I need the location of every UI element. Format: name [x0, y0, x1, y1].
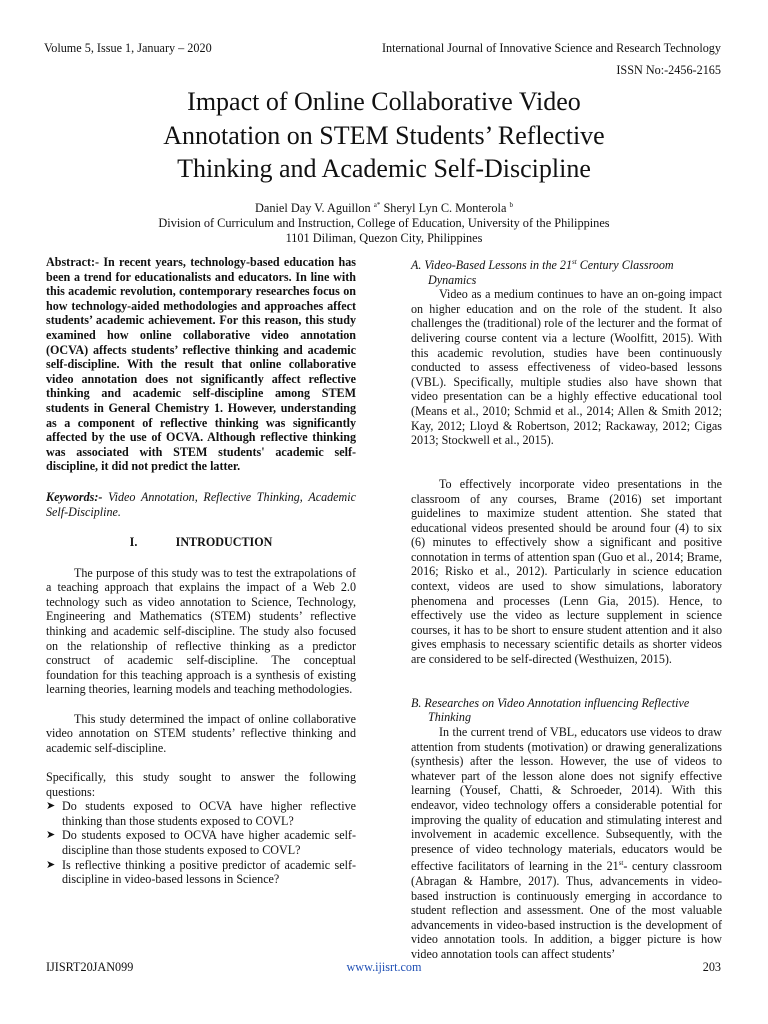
- superscript: st: [618, 859, 624, 868]
- issn-number: ISSN No:-2456-2165: [616, 63, 721, 77]
- list-item: [46, 799, 356, 828]
- author-1-affil: a*: [373, 201, 381, 209]
- intro-paragraph-3: Specifically, this study sought to answer the following questions:: [46, 770, 356, 799]
- title-line-1: Impact of Online Collaborative Video: [187, 87, 581, 116]
- journal-volume: Volume 5, Issue 1, January – 2020: [44, 41, 212, 55]
- heading-text: Dynamics: [428, 272, 477, 287]
- paragraph-text: In the current trend of VBL, educators use videos to draw attention from students (motivation) or drawing generalizations (synthesis) after the lesson. However, the use of videos to whatever part of the lesson alone does not signify effective learning (Yousef, Chatti, & Schroeder, 2014). With this endeavor, video technology offers a considerable potential for improving the quality of education and stimulating interest and involvement in academic excellence. Subsequently, with the presence of video technology materials, educators would be effective facilitators of learning in the 21: [411, 725, 722, 874]
- question-text: Is reflective thinking a positive predictor of academic self-discipline in video-based lessons in Science?: [62, 857, 356, 887]
- research-questions-list: [46, 799, 356, 887]
- abstract: Abstract:- In recent years, technology-based education has been a trend for educationalists and educators. In line with this academic revolution, contemporary researches focus on how technology-aided methodologies and approaches affect students’ academic achievement. For this reason, this study examined how online collaborative video annotation (OCVA) affects students’ reflective thinking and academic self-discipline. With the result that online collaborative video annotation does not significantly affect reflective thinking and academic self-discipline among STEM students in General Chemistry 1. However, understanding as a component of reflective thinking was significantly affected by the use of OCVA. Although reflective thinking was associated with STEM students' academic self-discipline, it did not predict the latter.: [46, 255, 356, 474]
- heading-text: Thinking: [428, 710, 472, 725]
- journal-name: International Journal of Innovative Science and Research Technology: [381, 41, 721, 55]
- keywords-label: Keywords:-: [46, 489, 103, 504]
- section-number: I.: [129, 535, 138, 550]
- right-column: [411, 255, 722, 962]
- intro-paragraph-2: This study determined the impact of online collaborative video annotation on STEM students’ reflective thinking and academic self-discipline.: [46, 711, 356, 755]
- list-item: [46, 828, 356, 857]
- question-text: Do students exposed to OCVA have higher academic self-discipline than those students exposed to COVL?: [62, 828, 356, 857]
- heading-text: B. Researches on Video Annotation influencing Reflective: [411, 695, 690, 710]
- subsection-heading-b: [411, 696, 722, 725]
- section-a-paragraph-2: To effectively incorporate video presentations in the classroom of any courses, Brame (2016) set important guidelines to maximize student attention. She stated that educational videos presented should be around four (4) to six (6) minutes to effectively show a significant and positive connotation in terms of attention span (Guo et al., 2014; Brame, 2016; Risko et al., 2012). Particularly in science education context, videos are used to show simulations, laboratory phenomena and processes (Lenn Gia, 2015). Hence, to effectively use the video as lecture supplement in science courses, it has to be short to ensure student attention and it also gives emphasis to necessary scientific details as shorter videos are considered to be self-directed (Westhuizen, 2015).: [411, 476, 722, 667]
- author-names: [0, 198, 768, 216]
- author-2-affil: b: [509, 201, 513, 209]
- title-line-2: Annotation on STEM Students’ Reflective: [163, 120, 605, 150]
- heading-superscript: st: [572, 258, 577, 266]
- left-column: [46, 255, 356, 887]
- paper-title: [0, 85, 768, 186]
- title-line-3: Thinking and Academic Self-Discipline: [177, 154, 591, 183]
- list-item: [46, 858, 356, 887]
- section-title: INTRODUCTION: [175, 535, 273, 550]
- author-1: Daniel Day V. Aguillon: [255, 201, 371, 215]
- keywords-text: Video Annotation, Reflective Thinking, Academic Self-Discipline.: [46, 489, 356, 519]
- journal-website-link[interactable]: www.ijisrt.com: [346, 960, 422, 974]
- author-block: [0, 198, 768, 246]
- page-number: 203: [702, 960, 721, 974]
- paper-id: IJISRT20JAN099: [46, 960, 134, 974]
- section-heading-introduction: [46, 535, 356, 550]
- author-2: Sheryl Lyn C. Monterola: [383, 201, 507, 215]
- paragraph-text: - century classroom (Abragan & Hambre, 2017). Thus, advancements in video-based instruction is continuously emerging in accordance to student reflection and assessment. One of the most valuable advancements in video-based instruction is the development of video annotation tools. In addition, a bigger picture is how video annotation tools can affect students’: [411, 859, 722, 961]
- subsection-heading-a: [411, 255, 722, 287]
- arrow-bullet-icon: ➤: [46, 800, 56, 813]
- keywords: [46, 490, 356, 519]
- question-text: Do students exposed to OCVA have higher reflective thinking than those students exposed to COVL?: [62, 799, 356, 828]
- affiliation-line-2: 1101 Diliman, Quezon City, Philippines: [285, 231, 483, 245]
- section-a-paragraph-1: Video as a medium continues to have an on-going impact on higher education and on the role of the student. It also challenges the (traditional) role of the lecturer and the format of delivering course content via a lecture (Woolfitt, 2015). With this academic revolution, studies have been continuously conducted to assess effectiveness of video-based lessons (VBL). Specifically, multiple studies also have shown that video presentation can be a highly effective educational tool (Means et al., 2010; Schmid et al., 2014; Allen & Smith 2012; Kay, 2012; Lloyd & Robertson, 2012; Rackaway, 2012; Cigas 2013; Stockwell et al., 2015).: [411, 287, 722, 448]
- affiliation-line-1: Division of Curriculum and Instruction, College of Education, University of the Philippines: [158, 216, 610, 230]
- arrow-bullet-icon: ➤: [46, 858, 56, 871]
- section-b-paragraph-1: [411, 725, 722, 962]
- intro-paragraph-1: The purpose of this study was to test the extrapolations of a teaching approach that explains the impact of a Web 2.0 technology such as video annotation to Science, Technology, Engineering and Mathematics (STEM) students’ reflective thinking and academic self-discipline. The study also focused on the relationship of reflective thinking as a predictor construct of academic self-discipline. The conceptual foundation for this teaching approach is a synthesis of existing learning theories, learning models and teaching methodologies.: [46, 565, 356, 697]
- arrow-bullet-icon: ➤: [46, 829, 56, 842]
- heading-text: A. Video-Based Lessons in the 21: [411, 258, 573, 272]
- heading-text: Century Classroom: [576, 258, 674, 272]
